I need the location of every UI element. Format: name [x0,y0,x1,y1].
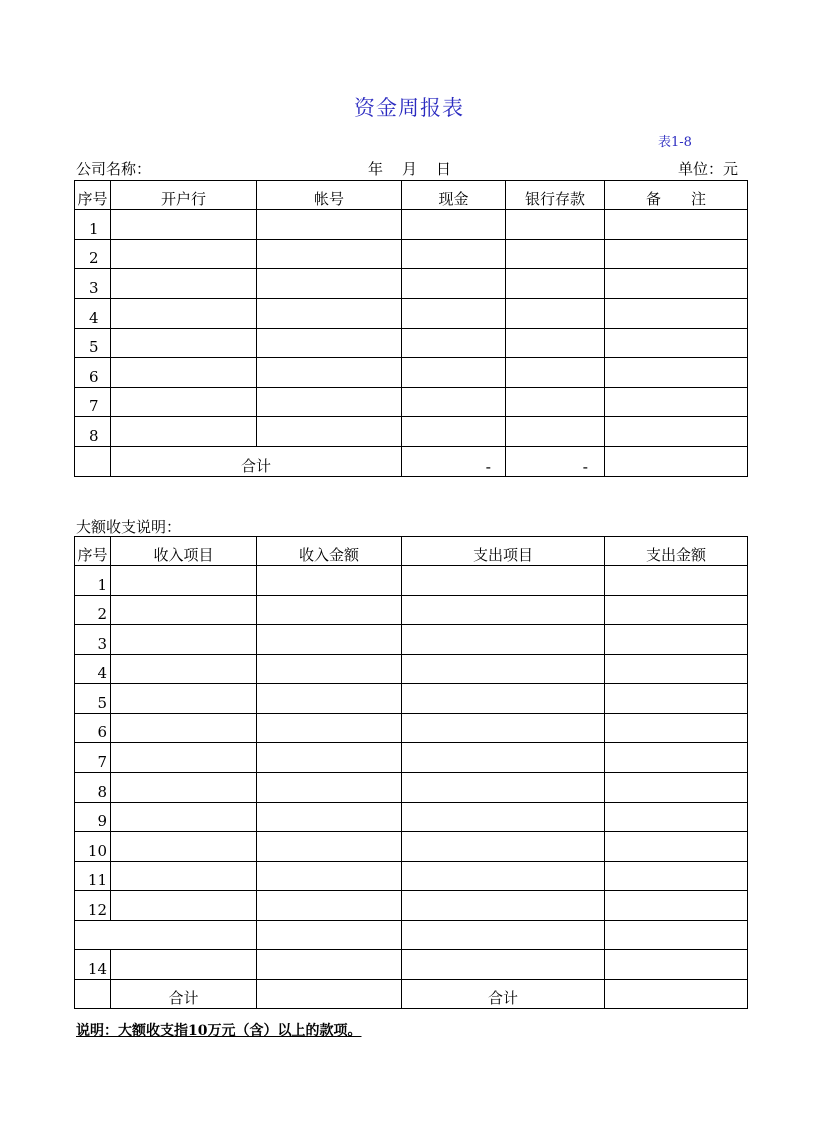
deposit-cell[interactable] [506,388,605,417]
table-row [75,299,748,329]
expense-amount-cell[interactable] [605,625,748,655]
expense-item-cell[interactable] [402,950,605,980]
income-item-cell[interactable] [111,596,257,625]
deposit-cell[interactable] [506,299,605,329]
expense-total-amount[interactable] [605,980,748,1009]
table-row [75,566,748,596]
large-transactions-label: 大额收支说明： [76,518,182,536]
company-name-label: 公司名称： [76,160,152,178]
large-transactions-table [74,536,748,1009]
income-amount-cell[interactable] [257,625,402,655]
col-cash: 现金 [402,181,506,210]
bank-cell[interactable] [111,240,257,269]
expense-amount-cell[interactable] [605,743,748,773]
large-header-row [75,537,748,566]
table-row [75,388,748,417]
account-cell[interactable] [257,329,402,358]
accounts-header-row [75,181,748,210]
remarks-cell[interactable] [605,388,748,417]
expense-amount-cell[interactable] [605,773,748,803]
expense-amount-cell[interactable] [605,655,748,684]
cash-cell[interactable] [402,240,506,269]
accounts-total-row [75,447,748,477]
table-row [75,625,748,655]
table-number: 表1-8 [658,135,692,150]
total-label: 合计 [111,447,402,477]
row-index [75,921,257,950]
account-cell[interactable] [257,388,402,417]
income-amount-cell[interactable] [257,684,402,714]
income-amount-cell[interactable] [257,832,402,862]
table-row [75,773,748,803]
deposit-cell[interactable] [506,269,605,299]
income-amount-cell[interactable] [257,566,402,596]
account-cell[interactable] [257,417,402,447]
year-label: 年 [368,160,384,178]
row-index: 2 [75,240,111,269]
col-expense-amount: 支出金额 [605,537,748,566]
total-cash: - [402,447,506,477]
remarks-cell[interactable] [605,269,748,299]
income-item-cell[interactable] [111,714,257,743]
expense-amount-cell[interactable] [605,684,748,714]
income-amount-cell[interactable] [257,803,402,832]
expense-amount-cell[interactable] [605,891,748,921]
table-row [75,329,748,358]
remarks-cell[interactable] [605,329,748,358]
table-row [75,862,748,891]
row-index: 8 [75,417,111,447]
bank-cell[interactable] [111,269,257,299]
accounts-table [74,180,748,477]
income-amount-cell[interactable] [257,714,402,743]
table-row [75,684,748,714]
row-index: 1 [75,566,111,596]
col-index: 序号 [75,181,111,210]
bank-cell[interactable] [111,388,257,417]
col-bank: 开户行 [111,181,257,210]
row-index: 4 [75,299,111,329]
deposit-cell[interactable] [506,417,605,447]
row-index: 14 [75,950,111,980]
income-amount-cell[interactable] [257,891,402,921]
income-item-cell[interactable] [111,684,257,714]
expense-item-cell[interactable] [402,803,605,832]
income-item-cell[interactable] [111,773,257,803]
table-row [75,950,748,980]
row-index: 7 [75,743,111,773]
row-index: 6 [75,714,111,743]
col-bank-deposit: 银行存款 [506,181,605,210]
row-index: 10 [75,832,111,862]
col-income-amount: 收入金额 [257,537,402,566]
expense-item-cell[interactable] [402,625,605,655]
account-cell[interactable] [257,269,402,299]
table-row [75,921,748,950]
income-item-cell[interactable] [111,862,257,891]
expense-item-cell[interactable] [402,921,605,950]
total-bank-deposit: - [506,447,605,477]
row-index: 5 [75,684,111,714]
table-row [75,803,748,832]
day-label: 日 [436,160,452,178]
remarks-cell[interactable] [605,210,748,240]
bank-cell[interactable] [111,210,257,240]
income-item-cell[interactable] [111,625,257,655]
unit-label: 单位：元 [678,160,739,178]
cash-cell[interactable] [402,210,506,240]
month-label: 月 [402,160,418,178]
page-title: 资金周报表 [354,96,464,120]
table-row [75,891,748,921]
row-index: 6 [75,358,111,388]
remarks-cell[interactable] [605,358,748,388]
cash-cell[interactable] [402,417,506,447]
bank-cell[interactable] [111,358,257,388]
income-amount-cell[interactable] [257,743,402,773]
expense-item-cell[interactable] [402,566,605,596]
row-index: 7 [75,388,111,417]
expense-amount-cell[interactable] [605,921,748,950]
income-amount-cell[interactable] [257,773,402,803]
expense-item-cell[interactable] [402,832,605,862]
row-index: 11 [75,862,111,891]
deposit-cell[interactable] [506,358,605,388]
remarks-cell[interactable] [605,417,748,447]
deposit-cell[interactable] [506,210,605,240]
expense-amount-cell[interactable] [605,566,748,596]
deposit-cell[interactable] [506,240,605,269]
income-amount-cell[interactable] [257,921,402,950]
deposit-cell[interactable] [506,329,605,358]
row-index: 12 [75,891,111,921]
row-index: 3 [75,269,111,299]
row-index: 5 [75,329,111,358]
bank-cell[interactable] [111,417,257,447]
expense-amount-cell[interactable] [605,714,748,743]
expense-item-cell[interactable] [402,596,605,625]
expense-total-label: 合计 [402,980,605,1009]
col-income-item: 收入项目 [111,537,257,566]
col-index: 序号 [75,537,111,566]
col-account-number: 帐号 [257,181,402,210]
expense-item-cell[interactable] [402,743,605,773]
account-cell[interactable] [257,210,402,240]
table-row [75,832,748,862]
row-index: 1 [75,210,111,240]
col-expense-item: 支出项目 [402,537,605,566]
expense-item-cell[interactable] [402,684,605,714]
row-index: 9 [75,803,111,832]
footnote: 说明：大额收支指10万元（含）以上的款项。 [76,1023,362,1039]
row-index: 4 [75,655,111,684]
cash-cell[interactable] [402,299,506,329]
table-row [75,210,748,240]
income-total-label: 合计 [111,980,257,1009]
income-item-cell[interactable] [111,832,257,862]
bank-cell[interactable] [111,299,257,329]
expense-item-cell[interactable] [402,862,605,891]
income-item-cell[interactable] [111,566,257,596]
expense-item-cell[interactable] [402,891,605,921]
expense-item-cell[interactable] [402,773,605,803]
expense-amount-cell[interactable] [605,950,748,980]
expense-amount-cell[interactable] [605,803,748,832]
income-amount-cell[interactable] [257,950,402,980]
row-index: 3 [75,625,111,655]
expense-amount-cell[interactable] [605,596,748,625]
expense-amount-cell[interactable] [605,862,748,891]
table-row [75,240,748,269]
total-index-cell [75,980,111,1009]
row-index: 8 [75,773,111,803]
cash-cell[interactable] [402,329,506,358]
income-item-cell[interactable] [111,891,257,921]
account-cell[interactable] [257,358,402,388]
table-row [75,655,748,684]
income-amount-cell[interactable] [257,596,402,625]
account-cell[interactable] [257,240,402,269]
expense-item-cell[interactable] [402,714,605,743]
income-item-cell[interactable] [111,803,257,832]
remarks-cell[interactable] [605,299,748,329]
expense-item-cell[interactable] [402,655,605,684]
income-amount-cell[interactable] [257,655,402,684]
cash-cell[interactable] [402,358,506,388]
large-total-row [75,980,748,1009]
total-remarks-cell [605,447,748,477]
bank-cell[interactable] [111,329,257,358]
total-index-cell [75,447,111,477]
table-row [75,269,748,299]
row-index: 2 [75,596,111,625]
remarks-cell[interactable] [605,240,748,269]
table-row [75,358,748,388]
table-row [75,596,748,625]
cash-cell[interactable] [402,269,506,299]
income-item-cell[interactable] [111,743,257,773]
income-item-cell[interactable] [111,655,257,684]
expense-amount-cell[interactable] [605,832,748,862]
account-cell[interactable] [257,299,402,329]
col-remarks: 备 注 [605,181,748,210]
table-row [75,743,748,773]
table-row [75,714,748,743]
table-row [75,417,748,447]
income-total-amount[interactable] [257,980,402,1009]
income-amount-cell[interactable] [257,862,402,891]
cash-cell[interactable] [402,388,506,417]
income-item-cell[interactable] [111,950,257,980]
